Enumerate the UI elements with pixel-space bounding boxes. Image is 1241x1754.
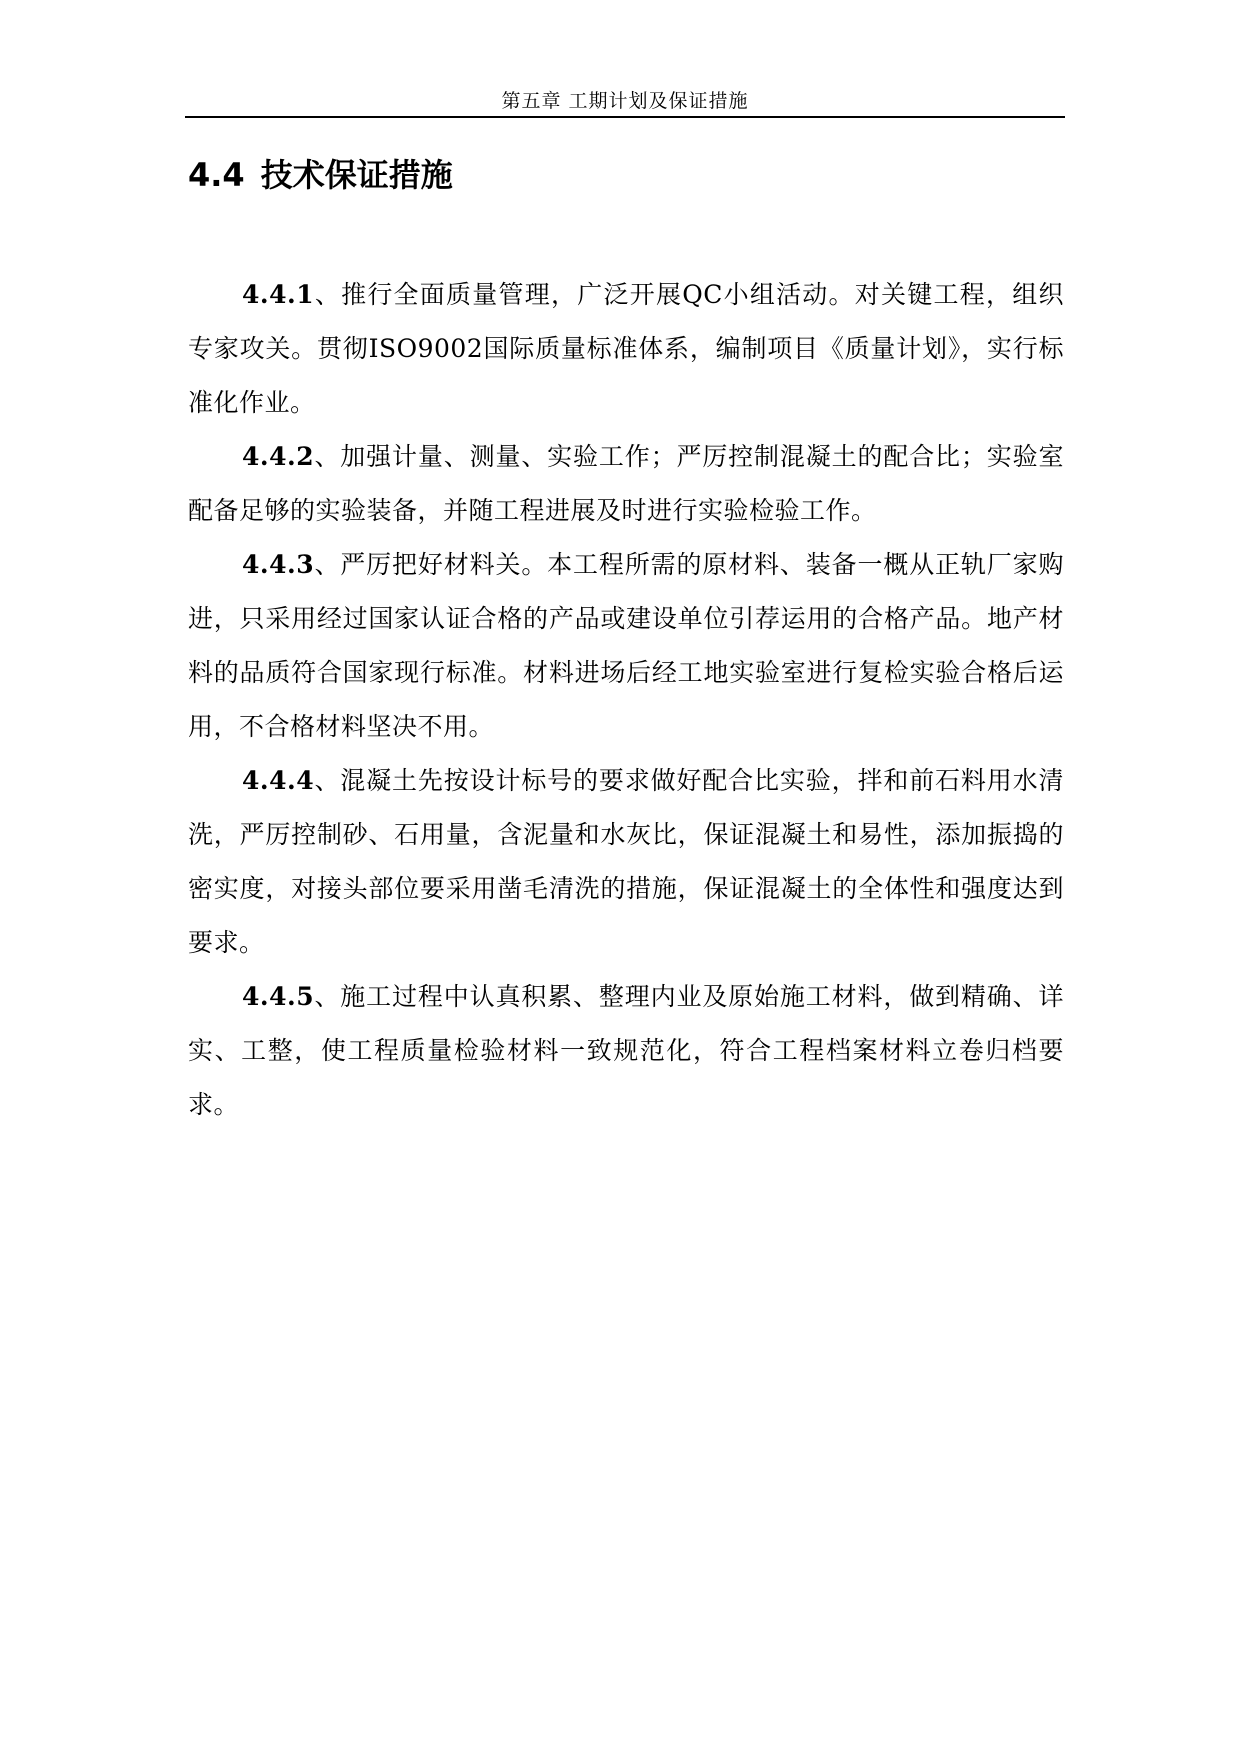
section-title-text: 技术保证措施 bbox=[260, 156, 453, 194]
running-header-title: 第五章 工期计划及保证措施 bbox=[501, 90, 749, 112]
paragraph-4-4-2 bbox=[188, 430, 1064, 538]
section-number: 4.4 bbox=[188, 156, 245, 194]
paragraph-4-4-3 bbox=[188, 538, 1064, 754]
paragraph-number: 4.4.3 bbox=[242, 550, 315, 579]
paragraph-text: 、严厉把好材料关。本工程所需的原材料、装备一概从正轨厂家购进，只采用经过国家认证合格的产品或建设单位引荐运用的合格产品。地产材料的品质符合国家现行标准。材料进场后经工地实验室进行复检实验合格后运用，不合格材料坚决不用。 bbox=[188, 550, 1064, 741]
paragraph-text: 、加强计量、测量、实验工作；严厉控制混凝土的配合比；实验室配备足够的实验装备，并随工程进展及时进行实验检验工作。 bbox=[188, 442, 1064, 525]
paragraph-number: 4.4.4 bbox=[242, 766, 315, 795]
running-header bbox=[185, 86, 1065, 118]
paragraph-number: 4.4.1 bbox=[242, 280, 315, 309]
paragraph-4-4-4 bbox=[188, 754, 1064, 970]
body-text bbox=[188, 268, 1064, 1132]
paragraph-number: 4.4.2 bbox=[242, 442, 315, 471]
paragraph-text: 、推行全面质量管理，广泛开展QC小组活动。对关键工程，组织专家攻关。贯彻ISO9002国际质量标准体系，编制项目《质量计划》，实行标准化作业。 bbox=[188, 280, 1064, 417]
paragraph-4-4-1 bbox=[188, 268, 1064, 430]
paragraph-text: 、混凝土先按设计标号的要求做好配合比实验，拌和前石料用水清洗，严厉控制砂、石用量，含泥量和水灰比，保证混凝土和易性，添加振捣的密实度，对接头部位要采用凿毛清洗的措施，保证混凝土的全体性和强度达到要求。 bbox=[188, 766, 1064, 957]
section-heading bbox=[188, 150, 453, 200]
paragraph-text: 、施工过程中认真积累、整理内业及原始施工材料，做到精确、详实、工整，使工程质量检验材料一致规范化，符合工程档案材料立卷归档要求。 bbox=[188, 982, 1064, 1119]
paragraph-number: 4.4.5 bbox=[242, 982, 315, 1011]
paragraph-4-4-5 bbox=[188, 970, 1064, 1132]
